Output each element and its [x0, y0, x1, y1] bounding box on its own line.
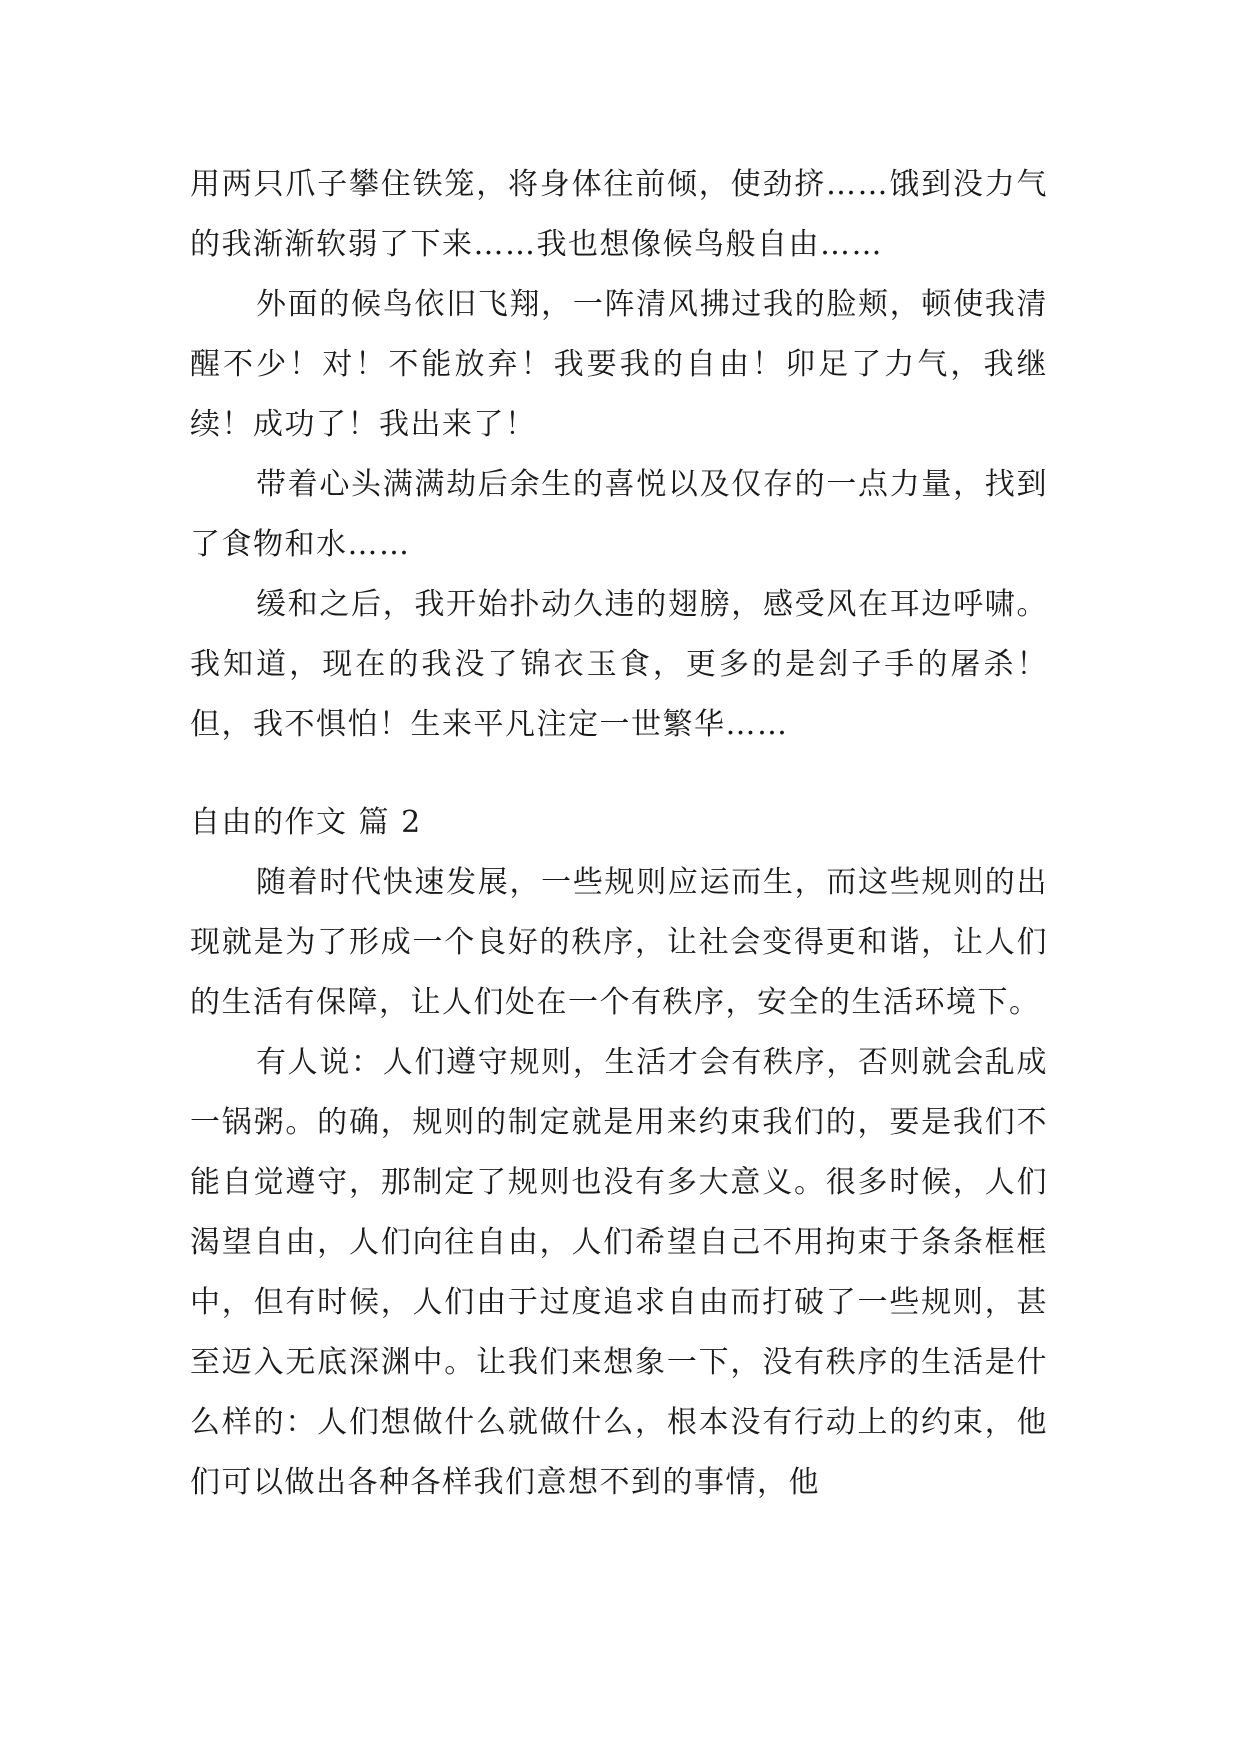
- section-heading: 自由的作文 篇 2: [190, 805, 422, 840]
- body-paragraph: 外面的候鸟依旧飞翔，一阵清风拂过我的脸颊，顿使我清醒不少！对！不能放弃！我要我的自由！卯足了力气，我继续！成功了！我出来了！: [190, 287, 1048, 442]
- continued-section: [190, 155, 1048, 755]
- body-paragraph: 有人说：人们遵守规则，生活才会有秩序，否则就会乱成一锅粥。的确，规则的制定就是用来约束我们的，要是我们不能自觉遵守，那制定了规则也没有多大意义。很多时候，人们渴望自由，人们向往自由，人们希望自己不用拘束于条条框框中，但有时候，人们由于过度追求自由而打破了一些规则，甚至迈入无底深渊中。让我们来想象一下，没有秩序的生活是什么样的：人们想做什么就做什么，根本没有行动上的约束，他们可以做出各种各样我们意想不到的事情，他: [190, 1045, 1048, 1500]
- body-paragraph: 随着时代快速发展，一些规则应运而生，而这些规则的出现就是为了形成一个良好的秩序，让社会变得更和谐，让人们的生活有保障，让人们处在一个有秩序，安全的生活环境下。: [190, 865, 1048, 1020]
- document-body: [190, 155, 1048, 1513]
- body-paragraph: 缓和之后，我开始扑动久违的翅膀，感受风在耳边呼啸。我知道，现在的我没了锦衣玉食，更多的是刽子手的屠杀！但，我不惧怕！生来平凡注定一世繁华……: [190, 587, 1048, 742]
- body-paragraph: 用两只爪子攀住铁笼，将身体往前倾，使劲挤……饿到没力气的我渐渐软弱了下来……我也想像候鸟般自由……: [190, 167, 1048, 262]
- body-paragraph: 带着心头满满劫后余生的喜悦以及仅存的一点力量，找到了食物和水……: [190, 467, 1048, 562]
- section-spacer: [190, 755, 1048, 793]
- essay-section-2: [190, 793, 1048, 1513]
